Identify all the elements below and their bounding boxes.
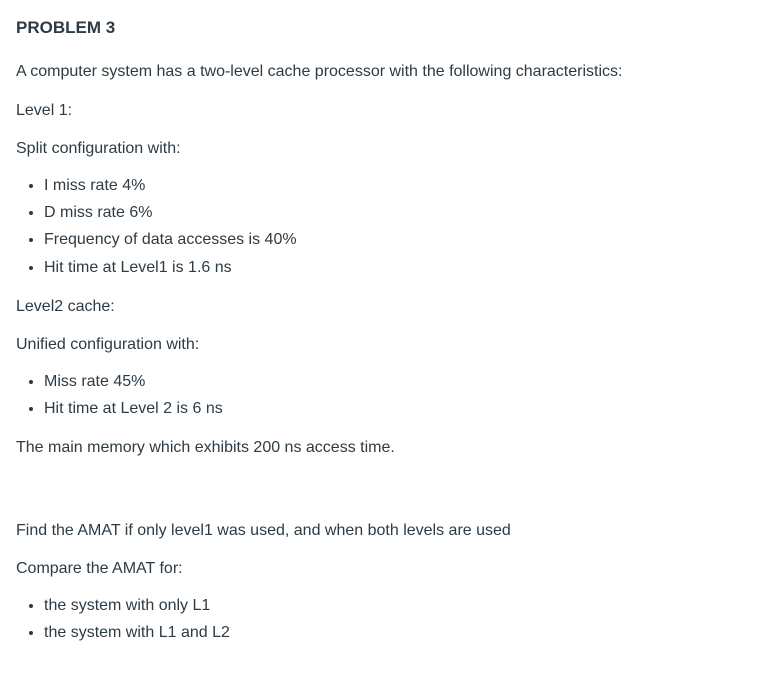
intro-text: A computer system has a two-level cache processor with the following characteristics: <box>16 63 623 81</box>
level2-label: Level2 cache: <box>16 297 115 315</box>
list-item: • Hit time at Level1 is 1.6 ns <box>44 258 766 277</box>
level1-characteristics-list <box>16 176 766 277</box>
problem-heading: PROBLEM 3 <box>16 18 116 37</box>
list-item: • Miss rate 45% <box>44 372 766 391</box>
main-memory-text: The main memory which exhibits 200 ns access time. <box>16 439 395 457</box>
level1-config-text: Split configuration with: <box>16 139 181 157</box>
compare-label: Compare the AMAT for: <box>16 559 183 577</box>
list-item: • I miss rate 4% <box>44 176 766 195</box>
spacer <box>16 477 766 521</box>
compare-list <box>16 596 766 642</box>
level2-config-text: Unified configuration with: <box>16 335 200 353</box>
problem-content <box>16 18 766 662</box>
list-item: • the system with L1 and L2 <box>44 623 766 642</box>
list-item: • D miss rate 6% <box>44 203 766 222</box>
list-item: • the system with only L1 <box>44 596 766 615</box>
level1-label: Level 1: <box>16 101 73 119</box>
task-text: Find the AMAT if only level1 was used, and when both levels are used <box>16 521 511 539</box>
level2-characteristics-list <box>16 372 766 418</box>
list-item: • Frequency of data accesses is 40% <box>44 230 766 249</box>
list-item: • Hit time at Level 2 is 6 ns <box>44 399 766 418</box>
